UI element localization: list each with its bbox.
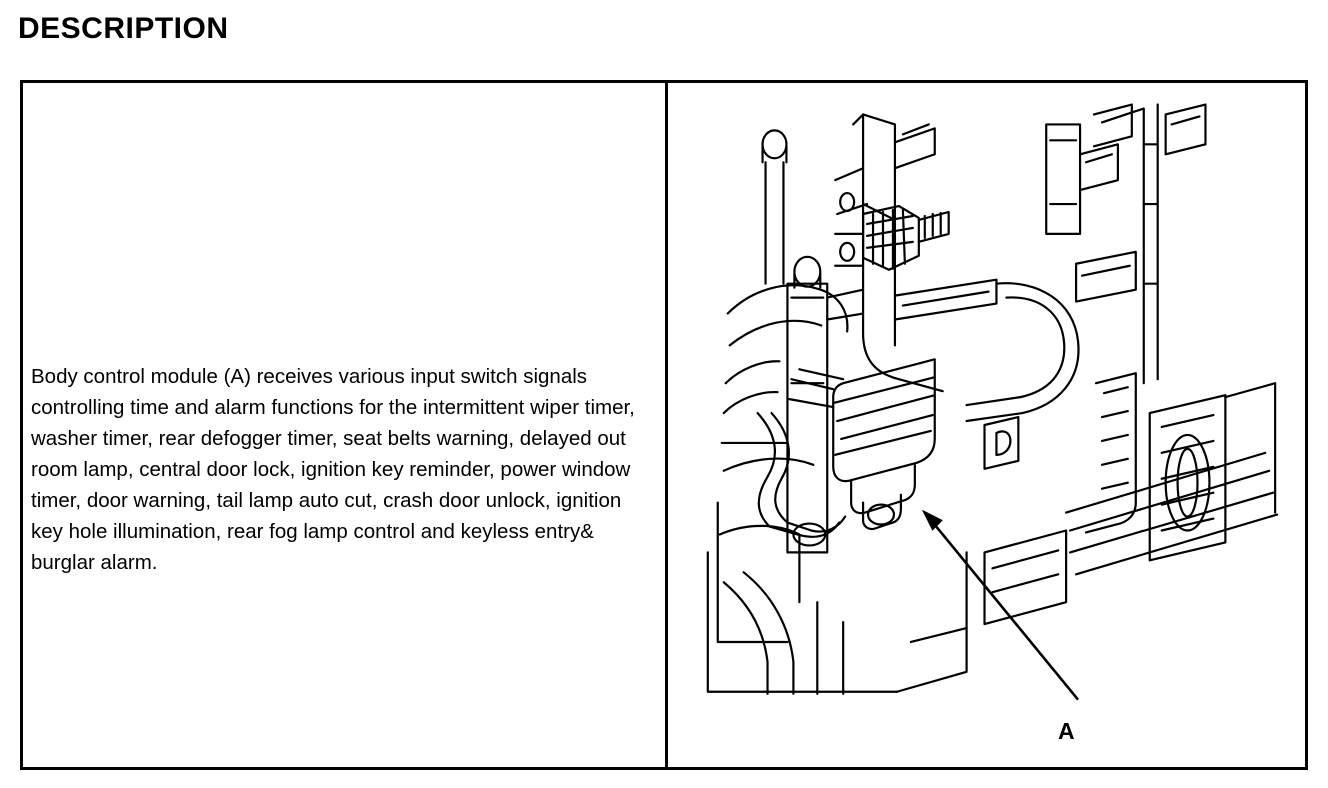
- description-content-box: [20, 80, 1308, 770]
- callout-label-a: A: [1058, 718, 1075, 744]
- page-title: DESCRIPTION: [18, 12, 229, 45]
- description-paragraph: Body control module (A) receives various input switch signals controlling time and alarm functions for the intermittent wiper timer, washer timer, rear defogger timer, seat belts warning, delayed out room lamp, central door lock, ignition key reminder, power window timer, door warning, tail lamp auto cut, crash door unlock, ignition key hole illumination, rear fog lamp control and keyless entry& burglar alarm.: [31, 365, 641, 574]
- body-control-module-illustration: [668, 83, 1305, 767]
- description-text-pane: [23, 83, 668, 767]
- figure-pane: [668, 83, 1305, 767]
